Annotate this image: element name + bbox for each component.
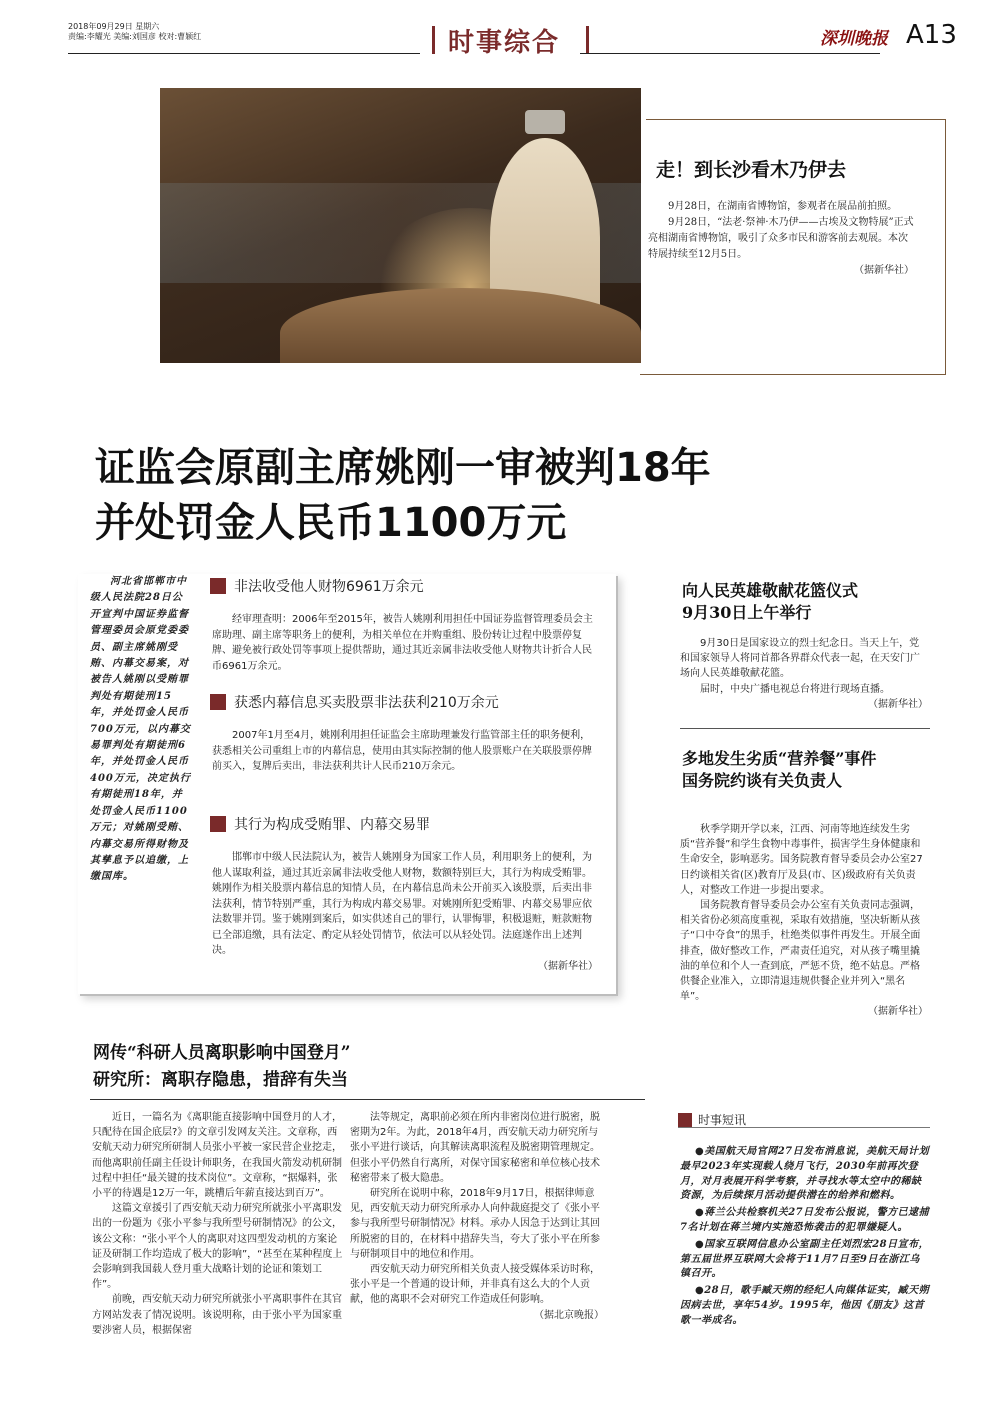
bottom-article-col-2 xyxy=(350,1110,604,1323)
right-story-1-source: （据新华社） xyxy=(868,698,928,710)
page-number: A13 xyxy=(906,20,957,50)
lead-paragraph: 河北省邯郸市中级人民法院28日公开宣判中国证券监督管理委员会原党委委员、副主席姚刚受贿、内幕交易案，对被告人姚刚以受贿罪判处有期徒刑15年，并处罚金人民币700万元，以内幕交易罪判处有期徒刑6年，并处罚金人民币400万元，决定执行有期徒刑18年，并处罚金人民币1100万元；对姚刚受贿、内幕交易所得财物及其孳息予以追缴，上缴国库。 xyxy=(90,576,191,883)
photo-caption: 9月28日，在湖南省博物馆，参观者在展品前拍照。 xyxy=(668,201,898,212)
right-story-1-title xyxy=(682,580,858,624)
right-story-2-title-line-1: 多地发生劣质“营养餐”事件 xyxy=(682,749,877,768)
bottom-article-rule xyxy=(90,1099,645,1100)
header-date: 2018年09月29日 星期六 xyxy=(68,22,160,31)
section-2-text: 2007年1月至4月，姚刚利用担任证监会主席助理兼发行监管部主任的职务便利，获悉相关公司重组上市的内幕信息，使用由其实际控制的他人股票账户在关联股票停牌前买入，复牌后卖出，非法获利共计人民币210万余元。 xyxy=(212,730,592,772)
bottom-title-line-2: 研究所：离职存隐患，措辞有失当 xyxy=(93,1070,348,1090)
right-story-2-title-line-2: 国务院约谈有关负责人 xyxy=(682,771,843,790)
subheading-1 xyxy=(210,576,424,596)
right-story-2-body xyxy=(680,822,928,1020)
bottom-article-source: （据北京晚报） xyxy=(534,1309,604,1321)
subheading-marker xyxy=(210,694,226,710)
right-divider xyxy=(680,728,930,729)
bottom-para: 近日，一篇名为《离职能直接影响中国登月的人才，只配待在国企底层?》的文章引发网友关注。文章称，西安航天动力研究所研制人员张小平被一家民营企业挖走，而他离职前任副主任设计师职务，在我国火箭发动机研制过程中担任“最关键的技术岗位”。文章称，“据爆料，张小平的待遇是12万一年，跳槽后年薪直接达到百万”。 xyxy=(92,1112,342,1200)
brief-item: ●国家互联网信息办公室副主任刘烈宏28日宣布，第五届世界互联网大会将于11月7日至9日在浙江乌镇召开。 xyxy=(680,1238,930,1280)
bottom-para: 这篇文章援引了西安航天动力研究所就张小平离职发出的一份题为《张小平参与我所型号研制情况》的公文，该公文称：“张小平个人的离职对这四型发动机的方案论证及研制工作均造成了极大的影响”，“甚至在某种程度上会影响到我国载人登月重大战略计划的论证和策划工作”。 xyxy=(92,1203,343,1291)
main-headline xyxy=(95,441,711,551)
brand-logo: 深圳晚报 xyxy=(820,29,888,49)
header-rule-left xyxy=(68,53,420,54)
subheading-3 xyxy=(210,814,430,834)
bottom-article-title xyxy=(93,1040,351,1094)
brief-item: ●蒋兰公共检察机关27日发布公报说，警方已逮捕7名计划在蒋兰境内实施恐怖袭击的犯罪嫌疑人。 xyxy=(680,1207,930,1233)
section-3-text: 邯郸市中级人民法院认为，被告人姚刚身为国家工作人员，利用职务上的便利，为他人谋取利益，通过其近亲属非法收受他人财物，数额特别巨大，其行为构成受贿罪。姚刚作为相关股票内幕信息的知情人员，在内幕信息尚未公开前买入该股票，后卖出非法获利，情节特别严重，其行为构成内幕交易罪。对姚刚所犯受贿罪、内幕交易罪应依法数罪并罚。鉴于姚刚到案后，如实供述自己的罪行，认罪悔罪，积极退赃，赃款赃物已全部追缴，具有法定、酌定从轻处罚情节，依法可以从轻处罚。法庭遂作出上述判决。 xyxy=(212,852,592,956)
photo-frame-right xyxy=(945,119,946,374)
header-mark-left xyxy=(432,26,435,54)
briefs-list xyxy=(680,1145,930,1331)
subheading-text: 其行为构成受贿罪、内幕交易罪 xyxy=(234,817,430,833)
bottom-para: 前晚，西安航天动力研究所就张小平离职事件在其官方网站发表了情况说明。该说明称，由于张小平为国家重要涉密人员，根据保密 xyxy=(92,1294,342,1336)
right-story-2-source: （据新华社） xyxy=(868,1006,928,1018)
section-2-body xyxy=(212,728,598,775)
bottom-para: 法等规定，离职前必须在所内非密岗位进行脱密，脱密期为2年。为此，2018年4月，西安航天动力研究所与张小平进行谈话，向其解读离职流程及脱密期管理规定。但张小平仍然自行离所，对保守国家秘密和单位核心技术秘密带来了极大隐患。 xyxy=(350,1112,600,1184)
headline-line-1: 证监会原副主席姚刚一审被判18年 xyxy=(95,445,711,491)
right-story-1-body xyxy=(680,636,928,712)
right-story-2-para: 秋季学期开学以来，江西、河南等地连续发生劣质“营养餐”和学生食物中毒事件，损害学生身体健康和生命安全，影响恶劣。国务院教育督导委员会办公室27日约谈相关省(区)教育厅及县(市、区)级政府有关负责人，对整改工作进一步提出要求。 xyxy=(680,824,923,896)
briefs-heading: 时事短讯 xyxy=(698,1113,747,1127)
bottom-para: 研究所在说明中称，2018年9月17日，根据律师意见，西安航天动力研究所承办人向仲裁庭提交了《张小平参与我所型号研制情况》材料。承办人因急于达到让其回所脱密的目的，在材料中措辞失当，夸大了张小平在所参与研制项目中的地位和作用。 xyxy=(350,1188,600,1260)
mummy-exhibit-photo xyxy=(160,88,641,363)
bottom-article-col-1 xyxy=(92,1110,346,1338)
photo-story-text: 9月28日，“法老·祭神·木乃伊——古埃及文物特展”正式亮相湖南省博物馆，吸引了众多市民和游客前去观展。本次特展持续至12月5日。 xyxy=(648,217,914,260)
right-story-1-title-line-2: 9月30日上午举行 xyxy=(682,603,812,622)
camera-icon xyxy=(525,110,565,134)
header-date-block xyxy=(68,22,201,42)
section-1-body xyxy=(212,612,598,674)
photo-story-source: （据新华社） xyxy=(854,265,914,276)
section-1-text: 经审理查明：2006年至2015年，被告人姚刚利用担任中国证券监督管理委员会主席助理、副主席等职务上的便利，为相关单位在并购重组、股份转让过程中股票停复牌、避免被行政处罚等事项上提供帮助，通过其近亲属非法收受他人财物共计折合人民币6961万余元。 xyxy=(212,614,593,672)
subheading-text: 获悉内幕信息买卖股票非法获利210万余元 xyxy=(234,695,499,711)
right-story-1-para: 9月30日是国家设立的烈士纪念日。当天上午，党和国家领导人将同首都各界群众代表一起，在天安门广场向人民英雄敬献花篮。 xyxy=(680,638,920,680)
right-story-2-para: 国务院教育督导委员会办公室有关负责同志强调，相关省份必须高度重视，采取有效措施，坚决斩断从孩子“口中夺食”的黑手，杜绝类似事件再发生。开展全面排查，做好整改工作，严肃责任追究，对从孩子嘴里撬油的单位和个人一查到底，严惩不贷，绝不姑息。严格供餐企业准入，立即清退违规供餐企业并列入“黑名单”。 xyxy=(680,900,921,1003)
brief-item: ●28日，歌手臧天朔的经纪人向媒体证实，臧天朔因病去世，享年54岁。1995年，他因《朋友》这首歌一举成名。 xyxy=(680,1285,930,1326)
photo-frame-bottom xyxy=(640,374,946,375)
header-staff: 责编:李耀光 美编:刘国彦 校对:曹颖红 xyxy=(68,32,202,41)
subheading-marker xyxy=(210,578,226,594)
photo-story-body xyxy=(648,199,914,279)
subheading-text: 非法收受他人财物6961万余元 xyxy=(234,579,424,595)
bottom-para: 西安航天动力研究所相关负责人接受媒体采访时称，张小平是一个普通的设计师，并非真有这么大的个人贡献，他的离职不会对研究工作造成任何影响。 xyxy=(350,1264,600,1306)
right-story-2-title xyxy=(682,748,876,792)
right-story-1-para: 届时，中央广播电视总台将进行现场直播。 xyxy=(700,683,890,695)
photo-frame-top xyxy=(646,119,946,120)
subheading-2 xyxy=(210,692,499,712)
section-title: 时事综合 xyxy=(448,28,561,58)
header-rule-right xyxy=(580,53,880,54)
section-3-body xyxy=(212,850,598,974)
headline-line-2: 并处罚金人民币1100万元 xyxy=(95,500,567,546)
bottom-title-line-1: 网传“科研人员离职影响中国登月” xyxy=(93,1043,351,1063)
subheading-marker xyxy=(210,816,226,832)
briefs-rule xyxy=(678,1127,930,1128)
briefs-marker-icon xyxy=(678,1113,692,1127)
main-source: （据新华社） xyxy=(538,960,598,972)
photo-story-title: 走！到长沙看木乃伊去 xyxy=(656,159,847,181)
brief-item: ●美国航天局官网27日发布消息说，美航天局计划最早2023年实现载人绕月飞行，2030年前再次登月，对月表展开科学考察，并寻找水等太空中的稀缺资源，为后续探月活动提供潜在的给养和燃料。 xyxy=(680,1146,930,1202)
header-mark-right xyxy=(586,26,589,54)
right-story-1-title-line-1: 向人民英雄敬献花篮仪式 xyxy=(682,581,859,600)
briefs-header xyxy=(678,1111,746,1128)
